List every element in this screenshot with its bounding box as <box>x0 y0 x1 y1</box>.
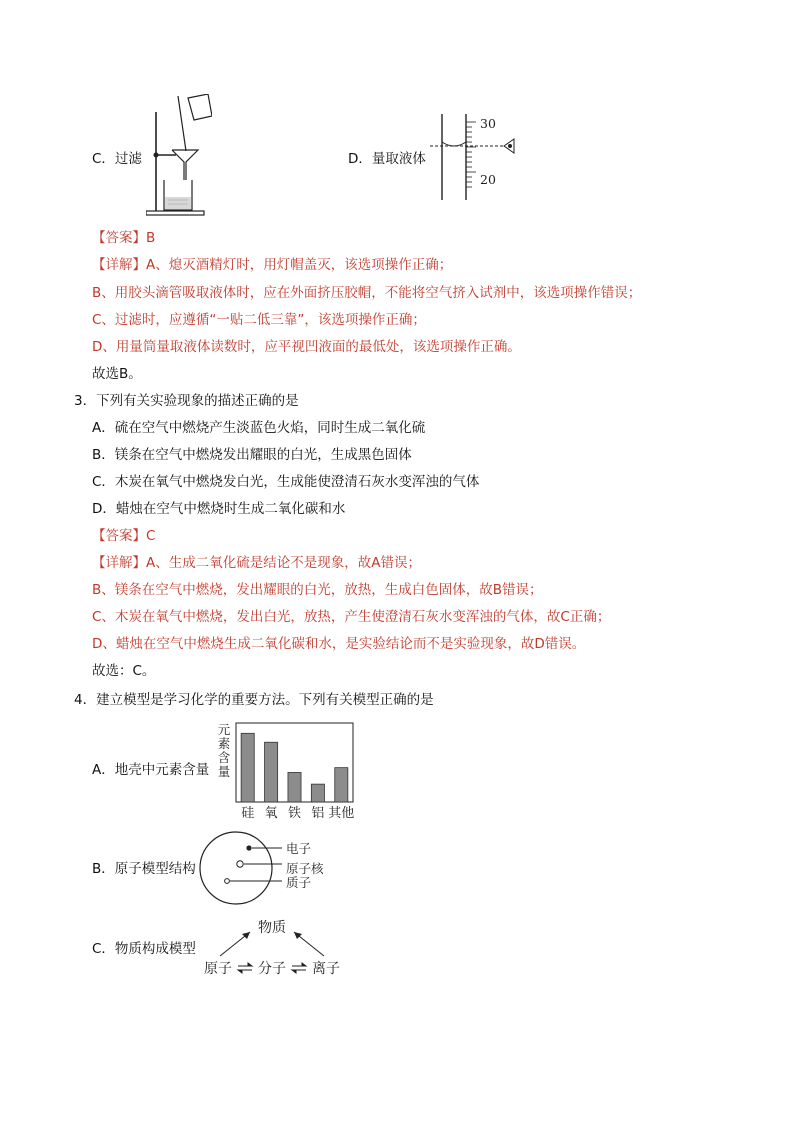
atom-label: 原子 <box>204 961 232 977</box>
q3-analysis-a: 【详解】A、生成二氧化硫是结论不是现象，故A错误； <box>92 555 421 571</box>
q3-answer: 【答案】C <box>92 528 156 544</box>
q3-option-d: D．蜡烛在空气中燃烧时生成二氧化碳和水 <box>92 501 346 517</box>
q3-stem: 3．下列有关实验现象的描述正确的是 <box>74 393 299 409</box>
q2-analysis-c: C、过滤时，应遵循“一贴二低三靠”，该选项操作正确； <box>92 312 426 328</box>
q2-analysis-d: D、用量筒量取液体读数时，应平视凹液面的最低处，该选项操作正确。 <box>92 339 521 355</box>
proton-circle <box>225 879 230 884</box>
atom-boundary <box>200 832 272 904</box>
q4-stem: 4．建立模型是学习化学的重要方法。下列有关模型正确的是 <box>74 692 434 708</box>
q3-analysis-b: B、镁条在空气中燃烧，发出耀眼的白光，放热，生成白色固体，故B错误； <box>92 582 543 598</box>
q3-option-c: C．木炭在氧气中燃烧发白光，生成能使澄清石灰水变浑浊的气体 <box>92 474 480 490</box>
reversible-arrow-2 <box>292 963 306 973</box>
cylinder-mark-30: 30 <box>480 116 496 131</box>
chart-y-label: 元素含量 <box>217 722 231 779</box>
q4-option-b: B．原子模型结构 <box>92 861 196 877</box>
tick-label-氧: 氧 <box>264 806 278 821</box>
q3-analysis-d: D、蜡烛在空气中燃烧生成二氧化碳和水，是实验结论而不是实验现象，故D错误。 <box>92 636 586 652</box>
label-nucleus: 原子核 <box>286 861 324 876</box>
q4-option-a: A．地壳中元素含量 <box>92 762 210 778</box>
cylinder-mark-20: 20 <box>480 172 496 187</box>
q2-answer: 【答案】B <box>92 230 156 246</box>
q2-conclusion: 故选B。 <box>92 366 142 382</box>
q4-option-c: C．物质构成模型 <box>92 941 196 957</box>
bar-氧 <box>265 742 278 802</box>
q2-analysis-a: 【详解】A、熄灭酒精灯时，用灯帽盖灭，该选项操作正确； <box>92 257 453 273</box>
reversible-arrow-1 <box>238 963 252 973</box>
label-proton: 质子 <box>286 875 312 890</box>
tick-label-铝: 铝 <box>311 806 325 821</box>
filtration-apparatus-figure <box>146 94 212 220</box>
electron-dot <box>246 845 251 850</box>
element-content-bar-chart <box>214 720 354 822</box>
q3-conclusion: 故选：C。 <box>92 663 156 679</box>
label-electron: 电子 <box>286 841 312 856</box>
tick-label-硅: 硅 <box>241 806 255 821</box>
bar-其他 <box>335 768 348 802</box>
q2-analysis-b: B、用胶头滴管吸取液体时，应在外面挤压胶帽，不能将空气挤入试剂中，该选项操作错误； <box>92 285 642 301</box>
tick-label-铁: 铁 <box>287 806 302 821</box>
q3-option-a: A．硫在空气中燃烧产生淡蓝色火焰，同时生成二氧化硫 <box>92 420 426 436</box>
atom-structure-model-figure <box>198 830 338 906</box>
graduated-cylinder-figure <box>430 110 520 202</box>
q3-option-b: B．镁条在空气中燃烧发出耀眼的白光，生成黑色固体 <box>92 447 412 463</box>
matter-label: 物质 <box>258 920 286 936</box>
tick-label-其他: 其他 <box>328 806 354 821</box>
q3-analysis-c: C、木炭在氧气中燃烧，发出白光，放热，产生使澄清石灰水变浑浊的气体，故C正确； <box>92 609 611 625</box>
bar-铝 <box>311 784 324 802</box>
nucleus-circle <box>237 861 243 867</box>
ion-label: 离子 <box>312 961 340 977</box>
bar-铁 <box>288 772 301 802</box>
option-d-measure-liquid-label: D．量取液体 <box>348 151 426 167</box>
option-c-filtration-label: C．过滤 <box>92 151 142 167</box>
bar-硅 <box>241 733 254 802</box>
matter-composition-model-figure <box>200 912 350 980</box>
molecule-label: 分子 <box>258 961 286 977</box>
